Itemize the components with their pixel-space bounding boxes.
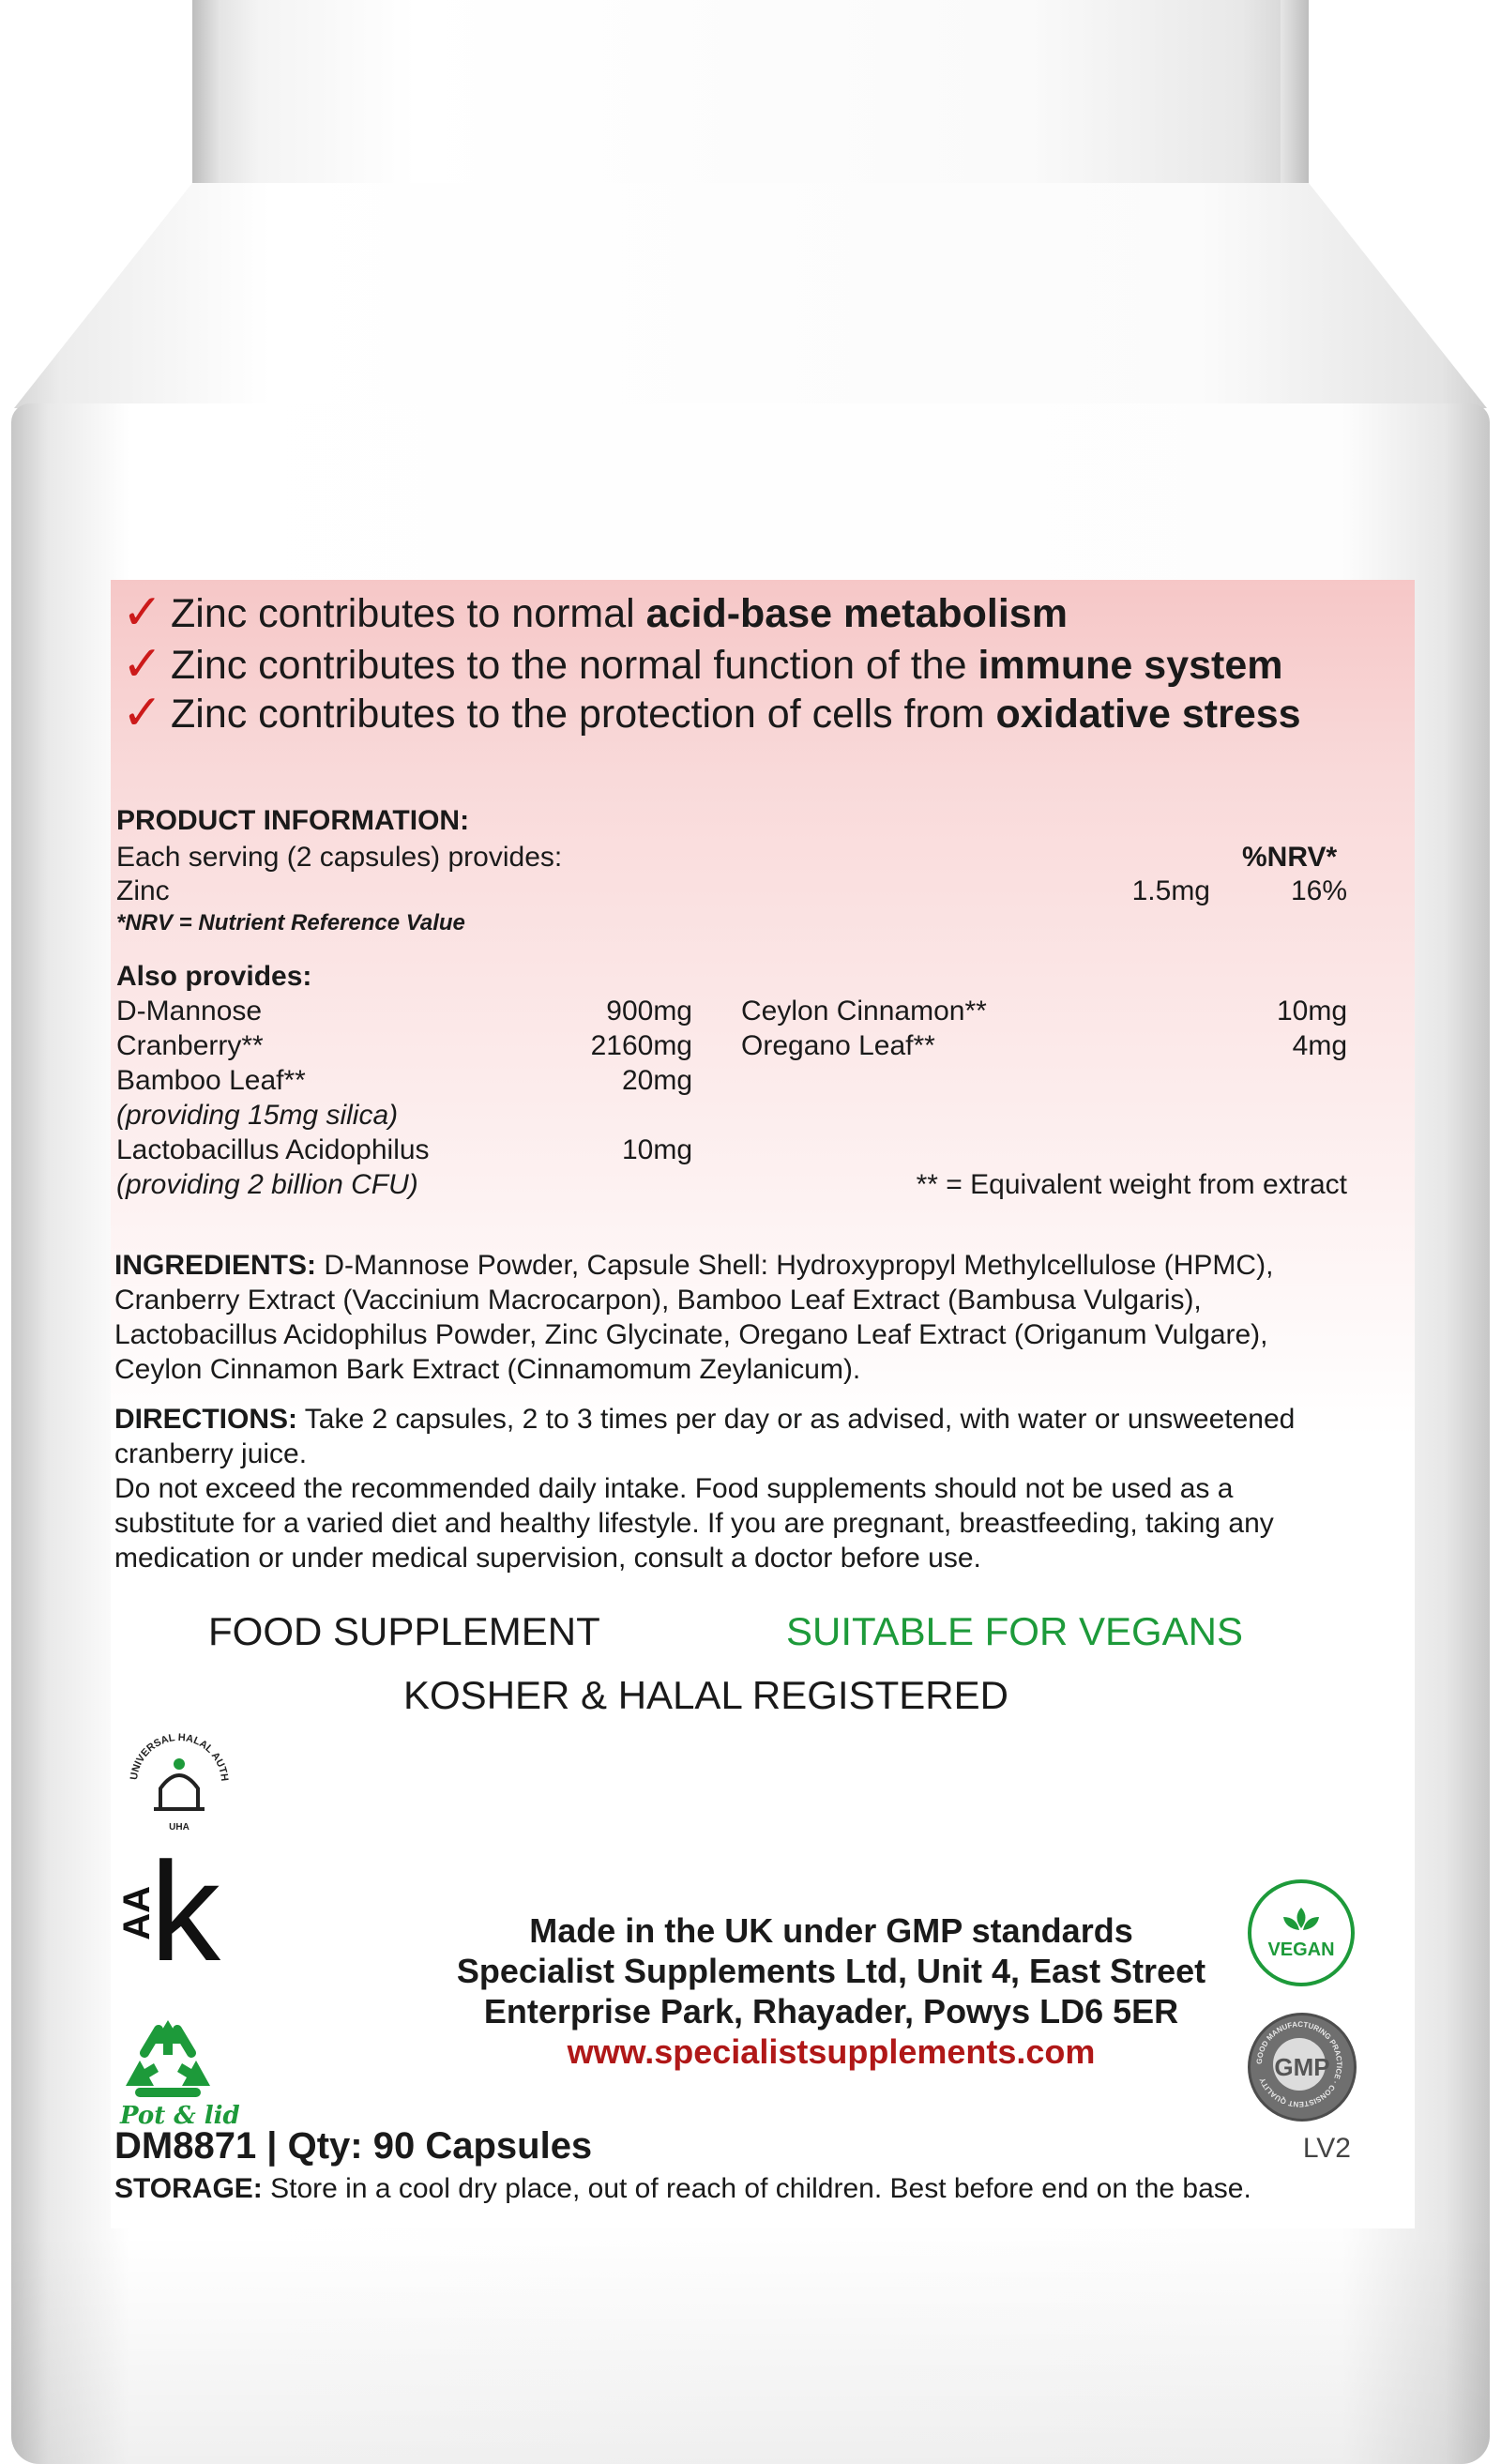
nutrient-nrv: 16% <box>1290 875 1347 906</box>
ingredients-paragraph: INGREDIENTS: D-Mannose Powder, Capsule Shell: Hydroxypropyl Methylcellulose (HPMC), Cranberry Extract (Vaccinium Macrocarpon), Bamboo Leaf Extract (Bambusa Vulgaris), Lactobacillus Acidophilus Powder, Zinc Glycinate, Oregano Leaf Extract (Origanum Vulgare), Ceylon Cinnamon Bark Extract (Cinnamomum Zeylanicum). <box>114 1250 1274 1385</box>
claim-1: ✓ Zinc contributes to normal acid-base metabolism <box>122 586 1068 640</box>
ingredient-amount: 900mg <box>606 996 692 1027</box>
serving-text: Each serving (2 capsules) provides: <box>116 842 563 873</box>
kosher-side-text: AA <box>116 1886 158 1940</box>
ingredient-amount: 10mg <box>621 1134 692 1165</box>
check-icon: ✓ <box>122 586 163 640</box>
ingredient-amount: 4mg <box>1292 1030 1347 1061</box>
bottle-base-shade <box>11 2233 1490 2464</box>
warning-paragraph: Do not exceed the recommended daily intake. Food supplements should not be used as a substitute for a varied diet and healthy lifestyle. If you are pregnant, breastfeeding, taking any medication or under medical supervision, consult a doctor before use. <box>114 1473 1274 1574</box>
food-supplement-text: FOOD SUPPLEMENT <box>208 1609 600 1653</box>
manufacturer-line-1: Made in the UK under GMP standards <box>529 1911 1133 1950</box>
halal-ring-text: UNIVERSAL HALAL AUTH <box>129 1731 231 1782</box>
ingredient-name: Bamboo Leaf** <box>116 1065 306 1096</box>
nrv-header: %NRV* <box>1242 842 1338 873</box>
cap-bevel-right <box>1281 0 1309 188</box>
manufacturer-block <box>409 1910 1253 2072</box>
gmp-ring-text: GOOD MANUFACTURING PRACTICE · CONSISTENT QUALITY <box>1254 2019 1344 2109</box>
recycle-icon <box>116 2015 220 2100</box>
ingredient-name: D-Mannose <box>116 996 263 1027</box>
bottle-cap <box>192 0 1309 197</box>
check-icon: ✓ <box>122 637 163 692</box>
leaf-icon <box>1280 1906 1323 1938</box>
storage-line: STORAGE: Store in a cool dry place, out of reach of children. Best before end on the base. <box>114 2173 1251 2204</box>
claim-2: ✓ Zinc contributes to the normal function of the immune system <box>122 637 1283 692</box>
product-code: DM8871 | Qty: 90 Capsules <box>114 2125 593 2167</box>
gmp-badge <box>1248 2013 1357 2122</box>
also-provides-heading: Also provides: <box>116 961 312 992</box>
svg-text:UNIVERSAL HALAL AUTHORITY <box>118 1715 230 1782</box>
vegan-badge <box>1248 1879 1355 1986</box>
manufacturer-line-3: Enterprise Park, Rhayader, Powys LD6 5ER <box>483 1992 1179 2031</box>
ingredient-name: Ceylon Cinnamon** <box>741 996 987 1027</box>
ingredient-note: (providing 2 billion CFU) <box>116 1169 418 1200</box>
nrv-note: *NRV = Nutrient Reference Value <box>116 910 465 935</box>
vegan-badge-label: VEGAN <box>1267 1939 1335 1960</box>
bottle-shoulder <box>0 183 1501 408</box>
ingredient-amount: 20mg <box>621 1065 692 1096</box>
kosher-letter: k <box>150 1833 220 1990</box>
extract-footnote: ** = Equivalent weight from extract <box>916 1169 1347 1200</box>
ingredient-name: Cranberry** <box>116 1030 264 1061</box>
label-version: LV2 <box>1302 2133 1351 2164</box>
manufacturer-line-2: Specialist Supplements Ltd, Unit 4, East Street <box>456 1952 1206 1990</box>
check-icon: ✓ <box>122 686 163 740</box>
website-link[interactable]: www.specialistsupplements.com <box>567 2032 1096 2071</box>
nutrient-name: Zinc <box>116 875 170 906</box>
ingredient-amount: 2160mg <box>590 1030 692 1061</box>
recycle-label: Pot & lid <box>120 2102 240 2130</box>
claim-3: ✓ Zinc contributes to the protection of cells from oxidative stress <box>122 686 1301 740</box>
nutrient-amount: 1.5mg <box>1131 875 1210 906</box>
kosher-halal-text: KOSHER & HALAL REGISTERED <box>403 1673 1008 1717</box>
ingredient-name: Lactobacillus Acidophilus <box>116 1134 430 1165</box>
ingredient-amount: 10mg <box>1276 996 1347 1027</box>
ingredient-note: (providing 15mg silica) <box>116 1100 399 1131</box>
ingredient-name: Oregano Leaf** <box>741 1030 935 1061</box>
recycle-logo <box>116 2015 238 2137</box>
product-label <box>111 580 1415 2228</box>
gmp-badge-label: GMP <box>1274 2052 1330 2081</box>
directions-paragraph: DIRECTIONS: Take 2 capsules, 2 to 3 times per day or as advised, with water or unsweetened cranberry juice. <box>114 1404 1296 1469</box>
halal-abbrev: UHA <box>169 1822 190 1833</box>
vegan-statement: SUITABLE FOR VEGANS <box>786 1609 1243 1653</box>
halal-logo <box>118 1715 240 1837</box>
cap-bevel-left <box>192 0 220 188</box>
product-info-heading: PRODUCT INFORMATION: <box>116 805 470 836</box>
kosher-logo <box>116 1833 238 2008</box>
